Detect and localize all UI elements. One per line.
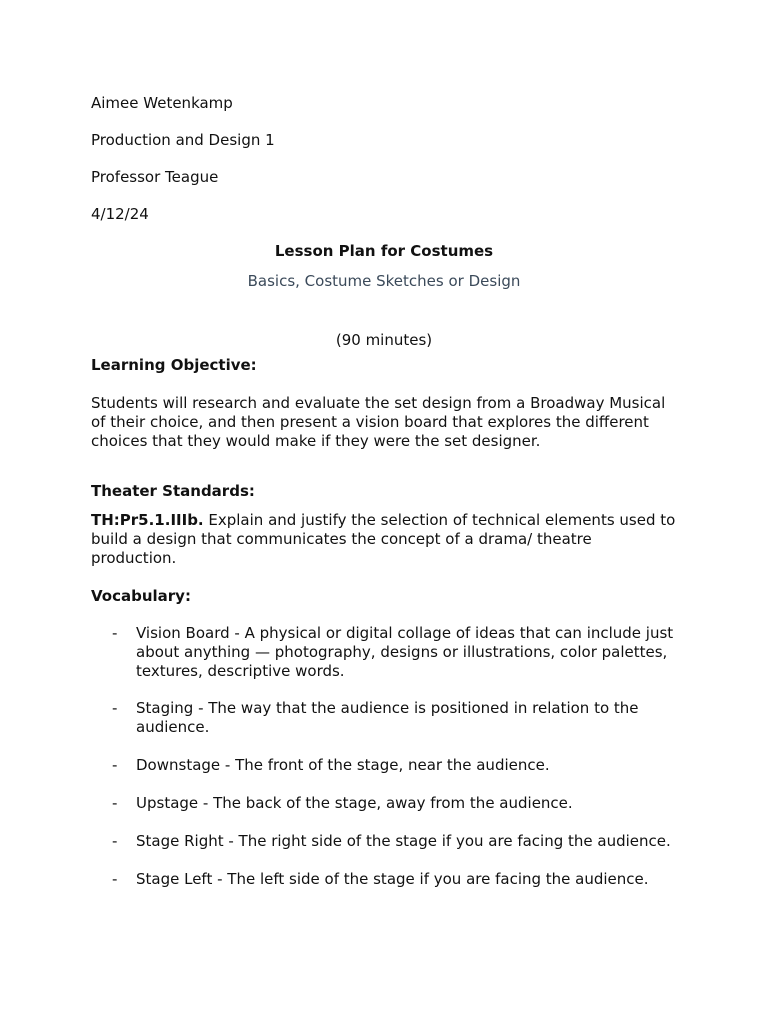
vocabulary-term-vision-board: Vision Board - A physical or digital collage of ideas that can include just about anything — photography, designs or illustrations, color palettes, textures, descriptive words. (136, 624, 674, 680)
list-item (91, 794, 691, 813)
learning-objective-text: Students will research and evaluate the set design from a Broadway Musical of their choice, and then present a vision board that explores the different choices that they would make if they were the set designer. (91, 394, 666, 450)
list-item (91, 699, 691, 737)
list-item (91, 832, 691, 851)
bullet-dash: - (112, 699, 118, 717)
bullet-dash: - (112, 756, 118, 774)
vocabulary-list (91, 624, 691, 908)
theater-standards-heading: Theater Standards: (91, 482, 255, 500)
vocabulary-term-staging: Staging - The way that the audience is positioned in relation to the audience. (136, 699, 639, 736)
vocabulary-term-stage-right: Stage Right - The right side of the stage if you are facing the audience. (136, 832, 671, 850)
author-name: Aimee Wetenkamp (91, 94, 233, 112)
bullet-dash: - (112, 870, 118, 888)
standard-code: TH:Pr5.1.IIIb. (91, 511, 204, 529)
professor-name: Professor Teague (91, 168, 219, 186)
list-item (91, 756, 691, 775)
vocabulary-heading: Vocabulary: (91, 587, 191, 605)
list-item (91, 870, 691, 889)
lesson-duration: (90 minutes) (335, 331, 433, 349)
theater-standard-paragraph (91, 511, 681, 568)
bullet-dash: - (112, 832, 118, 850)
document-date: 4/12/24 (91, 205, 149, 223)
document-subtitle: Basics, Costume Sketches or Design (247, 272, 521, 290)
learning-objective-heading: Learning Objective: (91, 356, 257, 374)
course-name: Production and Design 1 (91, 131, 275, 149)
vocabulary-term-upstage: Upstage - The back of the stage, away from the audience. (136, 794, 573, 812)
bullet-dash: - (112, 794, 118, 812)
standard-description: Explain and justify the selection of technical elements used to build a design that communicates the concept of a drama/ theatre production. (91, 511, 676, 567)
document-title: Lesson Plan for Costumes (274, 242, 494, 260)
list-item (91, 624, 691, 681)
vocabulary-term-downstage: Downstage - The front of the stage, near the audience. (136, 756, 550, 774)
vocabulary-term-stage-left: Stage Left - The left side of the stage if you are facing the audience. (136, 870, 649, 888)
bullet-dash: - (112, 624, 118, 642)
